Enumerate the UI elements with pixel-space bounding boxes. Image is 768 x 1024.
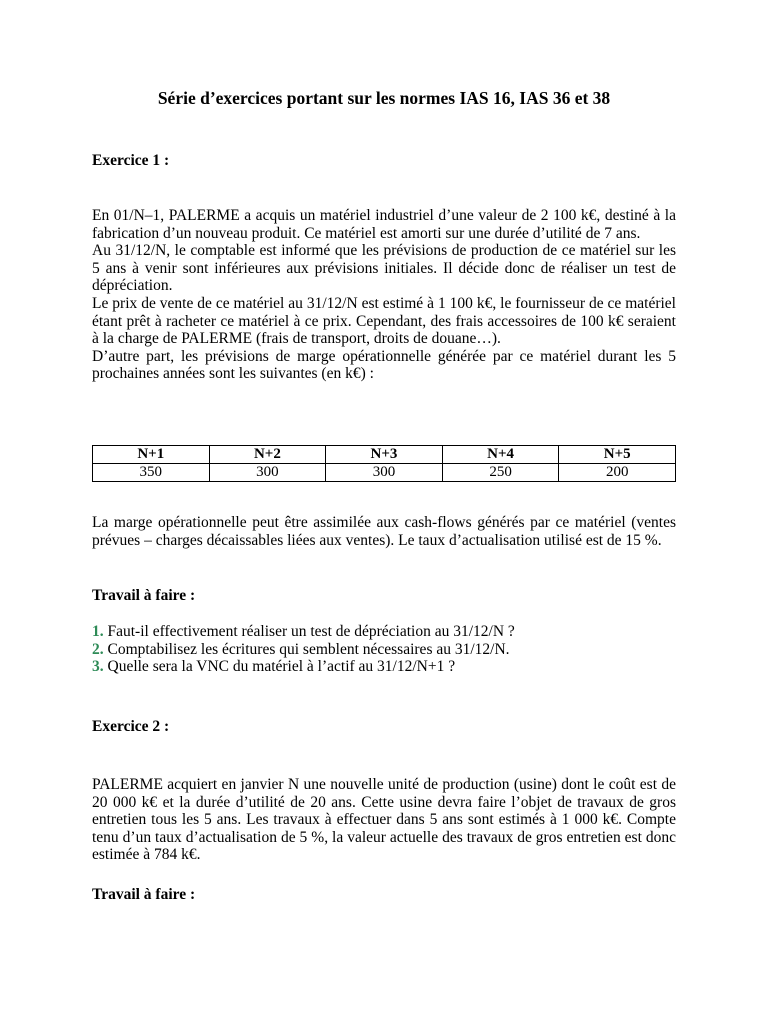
document-title: Série d’exercices portant sur les normes IAS 16, IAS 36 et 38 (157, 88, 611, 108)
table-cell: 350 (93, 464, 210, 482)
table-row (93, 464, 676, 482)
table-header-cell: N+4 (442, 446, 559, 464)
question-number: 2. (92, 640, 104, 658)
table-header-cell: N+2 (209, 446, 326, 464)
list-item (92, 658, 692, 676)
exercise-2-paragraph: PALERME acquiert en janvier N une nouvelle unité de production (usine) dont le coût est de 20 000 k€ et la durée d’utilité de 20 ans. Cette usine devra faire l’objet de travaux de gros entretien tous les 5 ans. Les travaux à effectuer dans 5 ans sont estimés à 1 000 k€. Compte tenu d’un taux d’actualisation de 5 %, la valeur actuelle des travaux de gros entretien est donc estimée à 784 k€. (92, 776, 676, 864)
table-header-cell: N+3 (326, 446, 443, 464)
exercise-1-work-heading: Travail à faire : (92, 587, 196, 604)
list-item (92, 641, 692, 659)
table-cell: 300 (209, 464, 326, 482)
table-header-cell: N+1 (93, 446, 210, 464)
paragraph: Au 31/12/N, le comptable est informé que les prévisions de production de ce matériel sur les 5 ans à venir sont inférieures aux prévisions initiales. Il décide donc de réaliser un test de dépréciation. (92, 242, 676, 295)
exercise-1-after-table: La marge opérationnelle peut être assimilée aux cash-flows générés par ce matériel (ventes prévues – charges décaissables liées aux ventes). Le taux d’actualisation utilisé est de 15 %. (92, 514, 676, 549)
table-cell: 300 (326, 464, 443, 482)
paragraph: Le prix de vente de ce matériel au 31/12/N est estimé à 1 100 k€, le fournisseur de ce matériel étant prêt à racheter ce matériel à ce prix. Cependant, des frais accessoires de 100 k€ seraient à la charge de PALERME (frais de transport, droits de douane…). (92, 294, 676, 348)
exercise-2-work-heading: Travail à faire : (92, 886, 196, 903)
paragraph: En 01/N–1, PALERME a acquis un matériel industriel d’une valeur de 2 100 k€, destiné à la fabrication d’un nouveau produit. Ce matériel est amorti sur une durée d’utilité de 7 ans. (92, 207, 676, 242)
exercise-1-questions (92, 623, 692, 676)
question-number: 3. (92, 658, 104, 676)
paragraph: D’autre part, les prévisions de marge opérationnelle générée par ce matériel durant les 5 prochaines années sont les suivantes (en k€) : (92, 347, 676, 383)
table-cell: 200 (559, 464, 676, 482)
table-header-cell: N+5 (559, 446, 676, 464)
exercise-2-heading: Exercice 2 : (92, 718, 170, 735)
question-text: Comptabilisez les écritures qui semblent nécessaires au 31/12/N. (103, 640, 510, 658)
table-cell: 250 (442, 464, 559, 482)
question-text: Quelle sera la VNC du matériel à l’actif au 31/12/N+1 ? (103, 658, 456, 676)
question-number: 1. (92, 623, 104, 640)
question-text: Faut-il effectivement réaliser un test de dépréciation au 31/12/N ? (103, 623, 515, 640)
exercise-1-heading: Exercice 1 : (92, 152, 170, 169)
operating-margin-table (92, 445, 676, 482)
exercise-1-intro (92, 207, 676, 383)
list-item (92, 623, 692, 641)
table-header-row (93, 446, 676, 464)
